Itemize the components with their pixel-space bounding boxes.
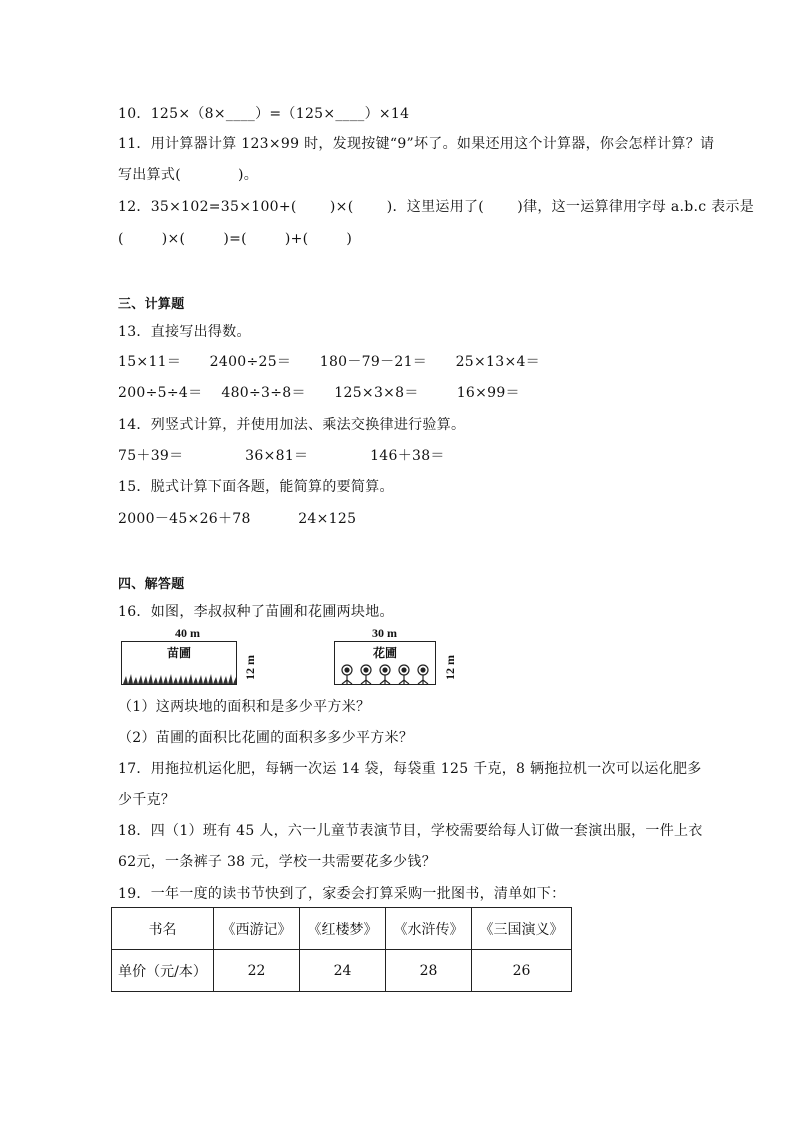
table-header-cell: 《水浒传》 [386,908,472,950]
garden-width-label: 30 m [372,626,397,640]
nursery-width-label: 40 m [175,626,200,640]
nursery-name: 苗圃 [166,646,191,660]
question-16-part2: （2）苗圃的面积比花圃的面积多多少平方米？ [118,730,414,746]
question-17-line2: 少千克？ [118,792,176,808]
question-14-row: 75＋39＝ 36×81＝ 146＋38＝ [118,448,445,464]
table-header-cell: 《红楼梦》 [300,908,386,950]
grass-illustration [123,670,236,684]
table-row [112,950,572,992]
question-11-line2: 写出算式( )。 [118,167,259,183]
table-header-cell: 《西游记》 [214,908,300,950]
flowers-illustration [335,662,435,684]
question-15-row: 2000－45×26＋78 24×125 [118,511,357,527]
question-13-row1: 15×11＝ 2400÷25＝ 180－79－21＝ 25×13×4＝ [118,354,540,370]
table-row [112,908,572,950]
table-header-cell: 《三国演义》 [472,908,572,950]
garden-plot [334,641,436,685]
question-11-line1: 11．用计算器计算 123×99 时，发现按键“9”坏了。如果还用这个计算器，你会怎样计算？请 [118,136,715,152]
question-12-line1: 12．35×102=35×100+( )×( )．这里运用了( )律，这一运算律用字母 a.b.c 表示是 [118,199,755,215]
question-16-part1: （1）这两块地的面积和是多少平方米？ [118,699,371,715]
question-14: 14．列竖式计算，并使用加法、乘法交换律进行验算。 [118,417,466,433]
question-18-line2: 62元，一条裤子 38 元，学校一共需要花多少钱？ [118,854,437,870]
section-word-problems-heading: 四、解答题 [118,577,185,592]
table-cell: 28 [386,950,472,992]
question-17-line1: 17．用拖拉机运化肥，每辆一次运 14 袋，每袋重 125 千克，8 辆拖拉机一次可以运化肥多 [118,761,702,777]
book-price-table [111,907,572,992]
nursery-plot [121,641,237,685]
question-19: 19．一年一度的读书节快到了，家委会打算采购一批图书，清单如下： [118,886,566,902]
section-calculation-heading: 三、计算题 [118,297,185,312]
table-cell: 22 [214,950,300,992]
question-12-line2: ( )×( )=( )+( ) [118,231,353,247]
question-16: 16．如图，李叔叔种了苗圃和花圃两块地。 [118,604,394,620]
question-10: 10．125×（8×____）=（125×____）×14 [118,106,410,122]
question-13: 13．直接写出得数。 [118,324,251,340]
garden-height-label: 12 m [443,655,457,680]
question-18-line1: 18．四（1）班有 45 人，六一儿童节表演节目，学校需要给每人订做一套演出服，一件上衣 [118,823,703,839]
nursery-height-label: 12 m [243,655,257,680]
table-cell: 24 [300,950,386,992]
table-cell: 单价（元/本） [112,950,214,992]
question-15: 15．脱式计算下面各题，能简算的要简算。 [118,479,394,495]
question-13-row2: 200÷5÷4＝ 480÷3÷8＝ 125×3×8＝ 16×99＝ [118,385,520,401]
table-cell: 26 [472,950,572,992]
table-header-cell: 书名 [112,908,214,950]
garden-name: 花圃 [372,646,397,660]
